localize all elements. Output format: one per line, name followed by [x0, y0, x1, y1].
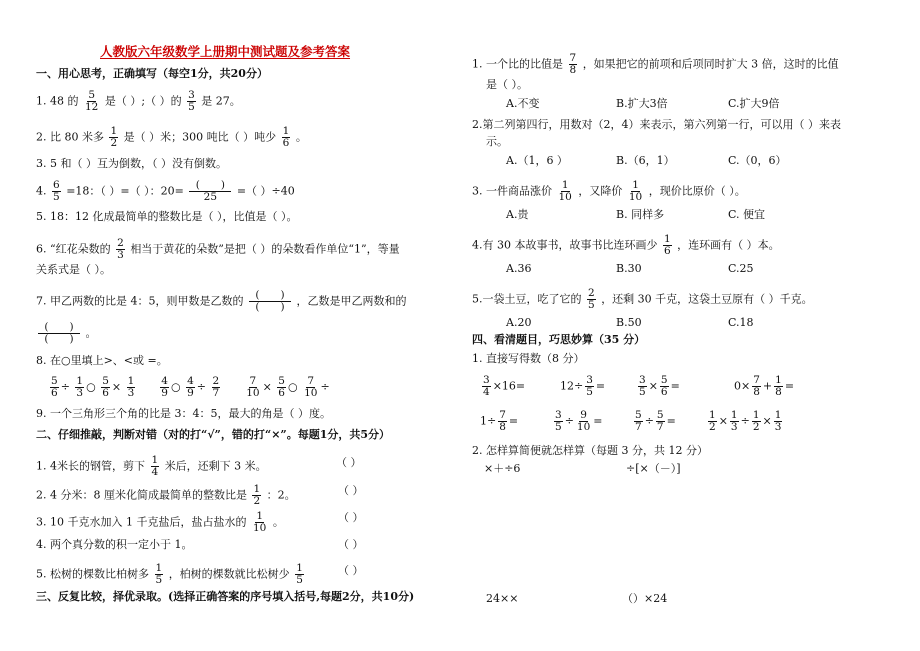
q-text: =18：（ ）=（ ）：20= — [66, 184, 184, 198]
option-c: C. 便宜 — [728, 208, 766, 221]
fraction: $\frac{9}{10}$ — [576, 409, 591, 433]
fraction: $\frac{3}{4}$ — [483, 374, 490, 398]
q-text: 4. — [36, 184, 47, 198]
fraction: $\frac{2}{7}$ — [212, 375, 220, 399]
question-2-3 — [36, 511, 284, 534]
calc-row-1: $\frac{3}{5}$ × $\frac{5}{6}$ = — [639, 374, 680, 398]
fraction: $\frac{1}{3}$ — [730, 409, 738, 433]
fraction: $\frac{7}{8}$ — [499, 409, 506, 433]
q-text: =（ ）÷40 — [236, 184, 295, 198]
fraction: $\frac{7}{8}$ — [753, 374, 760, 398]
answer-paren: （ ） — [338, 538, 364, 551]
q-text: 1. 一个比的比值是 — [472, 57, 563, 71]
fraction: $\frac{5}{12}$ — [85, 89, 99, 113]
q-text: 1. 4米长的钢管，剪下 — [36, 459, 145, 473]
fraction: $\frac{3}{5}$ — [188, 89, 195, 113]
question-1-9: 9. 一个三角形三个角的比是 3：4：5，最大的角是（ ）度。 — [36, 407, 331, 420]
q-text: 是（ ）米；300 吨比（ ）吨少 — [123, 130, 277, 144]
fraction: $\frac{1}{10}$ — [628, 179, 643, 203]
q-text: 5. 松树的棵数比柏树多 — [36, 567, 149, 581]
fraction: $\frac{( )}{25}$ — [189, 180, 231, 203]
question-3-1-cont: 是（ ）。 — [486, 78, 528, 91]
q-text: ，又降价 — [578, 184, 623, 198]
q-text: 米后，还剩下 3 米。 — [164, 459, 267, 473]
option-a: A.（1，6 ） — [506, 154, 568, 167]
q-text: ，还剩 30 千克，这袋土豆原有（ ）千克。 — [601, 292, 813, 306]
fraction: $\frac{1}{2}$ — [752, 409, 760, 433]
section-3-heading: 三、反复比较，择优录取。(选择正确答案的序号填入括号,每题2分，共10分) — [36, 590, 415, 603]
q-text: 6. “红花朵数的 — [36, 242, 111, 256]
fraction: $\frac{( )}{( )}$ — [249, 290, 291, 313]
page-title: 人教版六年级数学上册期中测试题及参考答案 — [100, 44, 351, 59]
fraction: $\frac{5}{6}$ — [102, 375, 109, 399]
fraction: $\frac{3}{5}$ — [555, 409, 562, 433]
calc-row-2: 1÷ $\frac{7}{8}$ = — [480, 409, 519, 433]
question-3-2-cont: 示。 — [486, 135, 508, 148]
fraction: $\frac{7}{8}$ — [569, 52, 577, 76]
q-text: 2. 4 分米：8 厘米化简成最简单的整数比是 — [36, 488, 247, 502]
q-text: 3. 一件商品涨价 — [472, 184, 552, 198]
fraction: $\frac{6}{5}$ — [53, 179, 60, 203]
question-1-1 — [36, 90, 241, 113]
fraction: $\frac{1}{3}$ — [774, 409, 782, 433]
answer-paren: （ ） — [338, 484, 364, 497]
q-text: ：2。 — [266, 488, 296, 502]
option-c: C.（0，6） — [728, 154, 787, 167]
fraction: $\frac{1}{6}$ — [282, 125, 290, 149]
question-2-1 — [36, 455, 267, 478]
fraction: $\frac{1}{10}$ — [558, 179, 572, 203]
fraction: $\frac{3}{5}$ — [586, 374, 593, 398]
question-1-5: 5. 18：12 化成最简单的整数比是（ ），比值是（ ）。 — [36, 210, 298, 223]
fraction: $\frac{5}{6}$ — [51, 375, 58, 399]
fraction: $\frac{4}{9}$ — [187, 375, 194, 399]
fraction: $\frac{5}{6}$ — [660, 374, 668, 398]
fraction: $\frac{( )}{( )}$ — [38, 322, 80, 345]
expression-1: ×＋÷6 — [484, 462, 521, 475]
question-3-1 — [472, 53, 839, 76]
question-1-7 — [36, 290, 406, 313]
expression-3: 24×× — [486, 592, 519, 605]
part-1-label: 1. 直接写得数（8 分） — [472, 352, 585, 365]
option-a: A.贵 — [506, 208, 529, 221]
fraction: $\frac{1}{6}$ — [663, 233, 671, 257]
compare-row: $\frac{5}{6}$ ÷ $\frac{1}{3}$ ○ $\frac{5}{6}$ × $\frac{1}{3}$ $\frac{4}{9}$ ○ $\frac{4}{9}$ ÷ $\frac{2}{7}$ $\frac{7}{10}$ × $\frac{5}{6}$ ○ $\frac{7}{10}$ ÷ — [51, 375, 330, 399]
expression-2: ÷[×（－）] — [626, 462, 681, 475]
q-text: 。 — [272, 515, 284, 529]
q-text: ，连环画有（ ）本。 — [677, 238, 780, 252]
option-b: B. 同样多 — [616, 208, 665, 221]
answer-paren: （ ） — [336, 456, 362, 469]
question-1-6 — [36, 238, 400, 261]
question-1-2 — [36, 126, 307, 149]
q-text: 2. 比 80 米多 — [36, 130, 104, 144]
fraction: $\frac{1}{10}$ — [252, 510, 267, 534]
q-text: ，如果把它的前项和后项同时扩大 3 倍，这时的比值 — [582, 57, 839, 71]
fraction: $\frac{1}{4}$ — [151, 454, 159, 478]
calc-row-1: 12÷ $\frac{3}{5}$ = — [560, 374, 606, 398]
q-text: ，乙数是甲乙两数和的 — [296, 294, 407, 308]
option-a: A.不变 — [506, 97, 540, 110]
option-c: C.25 — [728, 262, 754, 275]
fraction: $\frac{3}{5}$ — [639, 374, 646, 398]
expression-4: （）×24 — [622, 592, 668, 605]
fraction: $\frac{7}{10}$ — [246, 375, 260, 399]
part-2-label: 2. 怎样算简便就怎样算（每题 3 分，共 12 分） — [472, 444, 708, 457]
fraction: $\frac{1}{8}$ — [775, 374, 782, 398]
fraction: $\frac{7}{10}$ — [304, 375, 318, 399]
calc-row-2: $\frac{1}{2}$ × $\frac{1}{3}$ ÷ $\frac{1}{2}$ × $\frac{1}{3}$ — [709, 409, 782, 433]
question-1-6-cont: 关系式是（ ）。 — [36, 263, 111, 276]
fraction: $\frac{1}{2}$ — [253, 483, 261, 507]
fraction: $\frac{5}{7}$ — [656, 409, 664, 433]
q-text: 是（ ）;（ ）的 — [104, 94, 182, 108]
option-a: A.36 — [506, 262, 532, 275]
option-b: B.（6，1） — [616, 154, 675, 167]
calc-row-2: $\frac{3}{5}$ ÷ $\frac{9}{10}$ = — [555, 409, 603, 433]
option-a: A.20 — [506, 316, 532, 329]
question-2-2 — [36, 484, 296, 507]
q-text: 。 — [85, 326, 97, 340]
fraction: $\frac{5}{6}$ — [278, 375, 285, 399]
question-1-8: 8. 在○里填上>、<或 =。 — [36, 354, 168, 367]
q-text: 。 — [295, 130, 307, 144]
calc-row-1: 0× $\frac{7}{8}$ + $\frac{1}{8}$ = — [734, 374, 795, 398]
option-b: B.50 — [616, 316, 642, 329]
q-text: 7. 甲乙两数的比是 4：5，则甲数是乙数的 — [36, 294, 244, 308]
question-3-2: 2.第二列第四行，用数对（2，4）来表示，第六列第一行，可以用（ ）来表 — [472, 118, 841, 131]
option-b: B.扩大3倍 — [616, 97, 668, 110]
q-text: 相当于黄花的朵数”是把（ ）的朵数看作单位“1”，等量 — [130, 242, 400, 256]
question-1-7-cont — [36, 322, 97, 345]
calc-row-2: $\frac{5}{7}$ ÷ $\frac{5}{7}$ = — [635, 409, 676, 433]
fraction: $\frac{1}{3}$ — [127, 375, 135, 399]
q-text: 4.有 30 本故事书，故事书比连环画少 — [472, 238, 658, 252]
q-text: 1. 48 的 — [36, 94, 79, 108]
q-text: 是 27。 — [201, 94, 241, 108]
section-1-heading: 一、用心思考，正确填写（每空1分，共20分） — [36, 67, 268, 80]
section-4-heading: 四、看清题目，巧思妙算（35 分） — [472, 333, 646, 346]
fraction: $\frac{1}{5}$ — [296, 562, 303, 586]
q-text: 5.一袋土豆，吃了它的 — [472, 292, 582, 306]
fraction: $\frac{1}{2}$ — [709, 409, 716, 433]
answer-paren: （ ） — [338, 511, 364, 524]
option-c: C.18 — [728, 316, 754, 329]
question-3-4 — [472, 234, 780, 257]
question-2-4: 4. 两个真分数的积一定小于 1。 — [36, 538, 193, 551]
section-2-heading: 二、仔细推敲，判断对错（对的打“√”，错的打“×”。每题1分，共5分） — [36, 428, 391, 441]
question-3-5 — [472, 288, 813, 311]
q-text: ，柏树的棵数就比松树少 — [168, 567, 290, 581]
question-3-3 — [472, 180, 746, 203]
option-b: B.30 — [616, 262, 642, 275]
answer-paren: （ ） — [338, 564, 364, 577]
question-1-4 — [36, 180, 295, 203]
fraction: $\frac{1}{2}$ — [110, 125, 118, 149]
q-text: ，现价比原价（ ）。 — [648, 184, 746, 198]
fraction: $\frac{1}{5}$ — [155, 562, 163, 586]
fraction: $\frac{5}{7}$ — [635, 409, 642, 433]
calc-row-1: $\frac{3}{4}$ ×16= — [483, 374, 526, 398]
question-2-5 — [36, 563, 306, 586]
question-1-3: 3. 5 和（ ）互为倒数，（ ）没有倒数。 — [36, 157, 227, 170]
fraction: $\frac{2}{3}$ — [117, 237, 124, 261]
fraction: $\frac{2}{5}$ — [588, 287, 595, 311]
fraction: $\frac{4}{9}$ — [161, 375, 168, 399]
fraction: $\frac{1}{3}$ — [76, 375, 84, 399]
q-text: 3. 10 千克水加入 1 千克盐后，盐占盐水的 — [36, 515, 247, 529]
option-c: C.扩大9倍 — [728, 97, 780, 110]
